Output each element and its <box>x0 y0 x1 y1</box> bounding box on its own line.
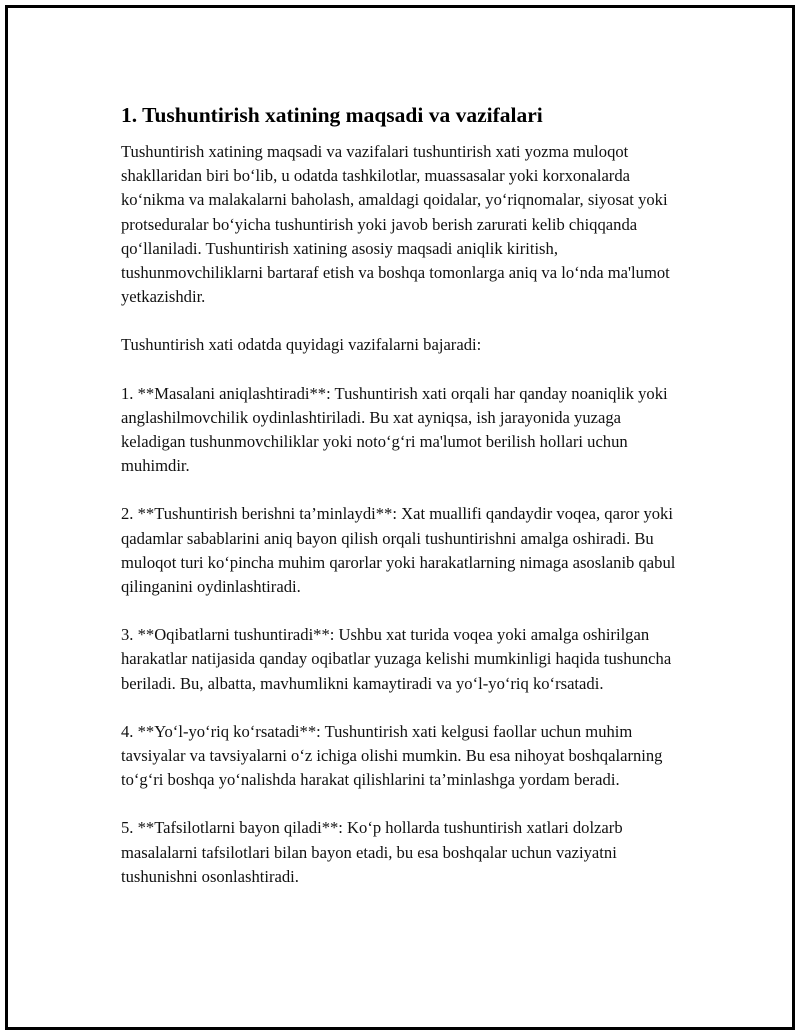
task-item-2: 2. **Tushuntirish berishni ta’minlaydi**: Xat muallifi qandaydir voqea, qaror yoki qadamlar sabablarini aniq bayon qilish orqali tushuntirishni amalga oshiradi. Bu muloqot turi ko‘pincha muhim qarorlar yoki harakatlarning nimaga asoslanib qabul qilinganini oydinlashtiradi. <box>121 504 676 597</box>
task-item-3: 3. **Oqibatlarni tushuntiradi**: Ushbu xat turida voqea yoki amalga oshirilgan harakatlar natijasida qanday oqibatlar yuzaga kelishi mumkinligi haqida tushuncha beriladi. Bu, albatta, mavhumlikni kamaytiradi va yo‘l-yo‘riq ko‘rsatadi. <box>121 625 672 693</box>
tasks-lead-paragraph: Tushuntirish xati odatda quyidagi vazifalarni bajaradi: <box>121 335 482 355</box>
task-item-4: 4. **Yo‘l-yo‘riq ko‘rsatadi**: Tushuntirish xati kelgusi faollar uchun muhim tavsiyalar va tavsiyalarni o‘z ichiga olishi mumkin. Bu esa nihoyat boshqalarning to‘g‘ri boshqa yo‘nalishda harakat qilishlarini ta’minlashga yordam beradi. <box>121 721 663 790</box>
task-item-5: 5. **Tafsilotlarni bayon qiladi**: Ko‘p hollarda tushuntirish xatlari dolzarb masalalarni tafsilotlari bilan bayon etadi, bu esa boshqalar uchun vaziyatni tushunishni osonlashtiradi. <box>121 818 623 886</box>
page-frame <box>5 5 795 1030</box>
intro-paragraph: Tushuntirish xatining maqsadi va vazifalari tushuntirish xati yozma muloqot shakllaridan biri bo‘lib, u odatda tashkilotlar, muassasalar yoki korxonalarda ko‘nikma va malakalarni baholash, amaldagi qoidalar, yo‘riqnomalar, siyosat yoki protseduralar bo‘yicha tushuntirish yoki javob berish zarurati kelib chiqqanda qo‘llaniladi. Tushuntirish xatining asosiy maqsadi aniqlik kiritish, tushunmovchiliklarni bartaraf etish va boshqa tomonlarga aniq va lo‘nda ma'lumot yetkazishdir. <box>121 142 670 307</box>
document-body <box>121 101 681 913</box>
document-title: 1. Tushuntirish xatining maqsadi va vazifalari <box>121 103 543 127</box>
task-item-1: 1. **Masalani aniqlashtiradi**: Tushuntirish xati orqali har qanday noaniqlik yoki anglashilmovchilik oydinlashtiriladi. Bu xat ayniqsa, ish jarayonida yuzaga keladigan tushunmovchiliklar yoki noto‘g‘ri ma'lumot berilish hollari uchun muhimdir. <box>121 383 668 476</box>
